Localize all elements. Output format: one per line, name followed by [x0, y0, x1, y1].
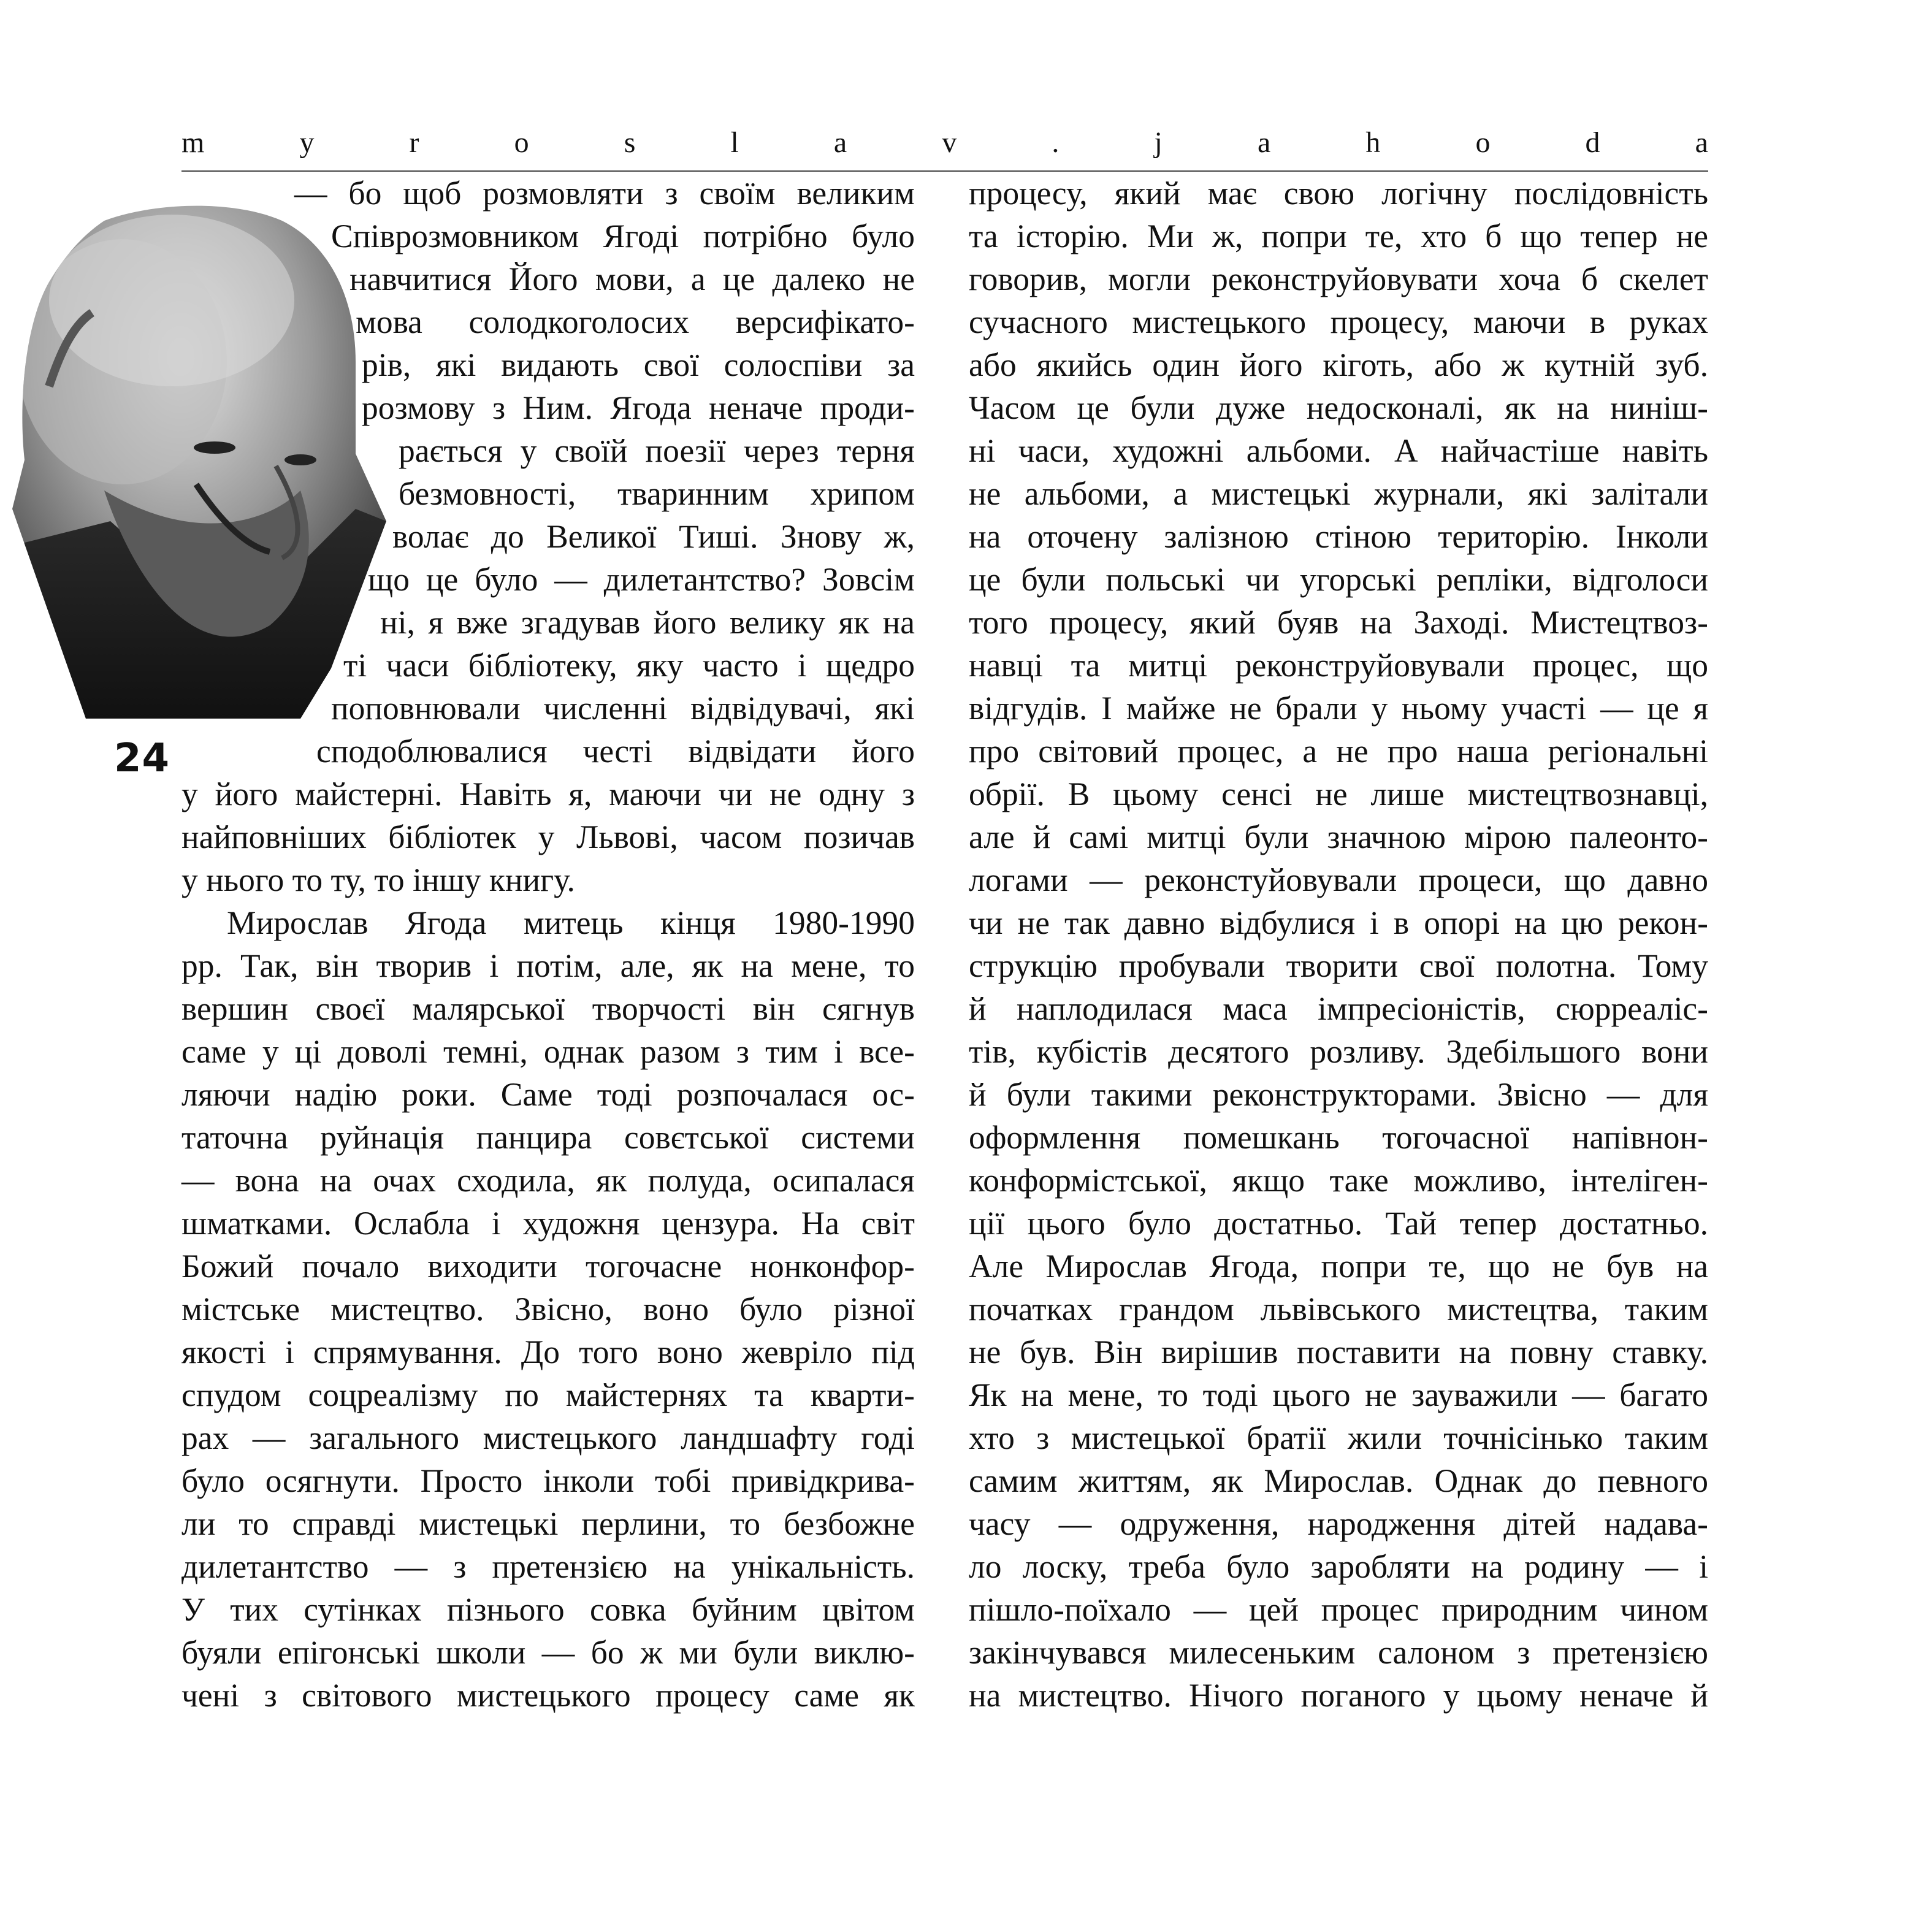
body-text-line: — бо щоб розмовляти з своїм великим: [294, 175, 915, 212]
body-text-line: ті часи бібліотеку, яку часто і щедро: [343, 647, 915, 684]
body-text-line: що це було — дилетантство? Зовсім: [368, 561, 915, 598]
running-head-letter: d: [1585, 126, 1600, 159]
body-text-line: найповніших бібліотек у Львові, часом позичав: [181, 819, 915, 855]
body-text-line: сучасного мистецького процесу, маючи в руках: [969, 304, 1708, 340]
body-text-line: містське мистецтво. Звісно, воно було різної: [181, 1291, 915, 1327]
body-text-line: сподоблювалися честі відвідати його: [316, 733, 915, 769]
body-text-line: саме у ці доволі темні, однак разом з тим і все-: [181, 1033, 915, 1070]
body-text-line: спудом соцреалізму по майстернях та кварти-: [181, 1376, 915, 1413]
running-head-letter: s: [624, 126, 636, 159]
body-text-line: Як на мене, то тоді цього не зауважили — багато: [969, 1376, 1708, 1413]
body-text-line: обрії. В цьому сенсі не лише мистецтвознавці,: [969, 776, 1708, 812]
running-head-letter: o: [514, 126, 529, 159]
body-text-line: ції цього було достатньо. Тай тепер достатньо.: [969, 1205, 1708, 1242]
running-head-letter: r: [409, 126, 419, 159]
body-text-line: ляючи надію роки. Саме тоді розпочалася ос-: [181, 1076, 915, 1113]
body-text-line: самим життям, як Мирослав. Однак до певного: [969, 1462, 1708, 1499]
body-text-line: закінчувався милесеньким салоном з претензією: [969, 1634, 1708, 1671]
body-text-line: ні, я вже згадував його велику як на: [380, 604, 915, 641]
body-text-line: оформлення помешкань тогочасної напівнон-: [969, 1119, 1708, 1156]
body-text-line: — вона на очах сходила, як полуда, осипалася: [181, 1162, 915, 1199]
running-head-letter: y: [299, 126, 315, 159]
body-text-line: Часом це були дуже недосконалі, як на нинiш-: [969, 389, 1708, 426]
running-head-letter: j: [1154, 126, 1163, 159]
body-text-line: конформістської, якщо таке можливо, інтеліген-: [969, 1162, 1708, 1199]
paragraph-first-line: Мирослав Ягода митець кінця 1980-1990: [227, 904, 915, 941]
body-text-line: ли то справді мистецькі перлини, то безбожне: [181, 1505, 915, 1542]
body-text-line: того процесу, який буяв на Заході. Мистецтвоз-: [969, 604, 1708, 641]
body-text-line: рів, які видають свої солоспіви за: [362, 346, 915, 383]
body-text-line: не альбоми, а мистецькі журнали, які залітали: [969, 475, 1708, 512]
body-text-line: на оточену залізною стіною територію. Інколи: [969, 518, 1708, 555]
body-text-line: таточна руйнація панцира совєтської системи: [181, 1119, 915, 1156]
running-head-letter: l: [730, 126, 739, 159]
body-text-line: безмовності, тваринним хрипом: [399, 475, 915, 512]
body-text-line: У тих сутінках пізнього совка буйним цвітом: [181, 1591, 915, 1628]
body-text-line: навці та митці реконструйовували процес, що: [969, 647, 1708, 684]
body-text-line: у його майстерні. Навіть я, маючи чи не одну з: [181, 776, 915, 812]
body-text-line: початках грандом львівського мистецтва, таким: [969, 1291, 1708, 1327]
body-text-line: рах — загального мистецького ландшафту годі: [181, 1419, 915, 1456]
body-text-line: Божий почало виходити тогочасне нонконфор-: [181, 1248, 915, 1285]
body-text-line: хто з мистецької братії жили точнісінько таким: [969, 1419, 1708, 1456]
body-text-line: дилетантство — з претензією на унікальність.: [181, 1548, 915, 1585]
body-text-line: мова солодкоголосих версифікато-: [356, 304, 915, 340]
page-number: 24: [114, 736, 170, 781]
body-text-line: якості і спрямування. До того воно жеврiло під: [181, 1334, 915, 1370]
running-head-letter: o: [1475, 126, 1491, 159]
body-text-line: логами — реконстуйовували процеси, що давно: [969, 861, 1708, 898]
body-text-line: чи не так давно відбулися і в опорі на цю рекон-: [969, 904, 1708, 941]
body-text-line: у нього то ту, то іншу книгу.: [181, 861, 575, 898]
body-text-line: про світовий процес, а не про наша регіональні: [969, 733, 1708, 769]
running-head: [181, 123, 1708, 159]
body-text-line: Співрозмовником Ягоді потрібно було: [331, 218, 915, 254]
body-text-line: рр. Так, він творив і потім, але, як на мене, то: [181, 947, 915, 984]
body-text-line: рається у своїй поезії через терня: [399, 432, 915, 469]
body-text-line: але й самі митці були значною мірою палеонто-: [969, 819, 1708, 855]
body-text-line: Але Мирослав Ягода, попри те, що не був на: [969, 1248, 1708, 1285]
body-text-line: або якийсь один його кіготь, або ж кутній зуб.: [969, 346, 1708, 383]
body-text-line: розмову з Ним. Ягода неначе проди-: [362, 389, 915, 426]
body-text-line: вершин своєї малярської творчості він сягнув: [181, 990, 915, 1027]
body-text-line: відгудів. І майже не брали у ньому участі — це я: [969, 690, 1708, 727]
body-text-line: буяли епігонські школи — бо ж ми були виклю-: [181, 1634, 915, 1671]
running-head-letter: .: [1052, 126, 1060, 159]
running-head-letter: a: [833, 126, 847, 159]
running-head-letter: a: [1695, 126, 1708, 159]
running-head-letter: v: [942, 126, 957, 159]
body-text-line: часу — одруження, народження дітей надава-: [969, 1505, 1708, 1542]
body-text-line: поповнювали численні відвідувачі, які: [331, 690, 915, 727]
body-text-line: пішло-поїхало — цей процес природним чином: [969, 1591, 1708, 1628]
body-text-line: говорив, могли реконструйовувати хоча б скелет: [969, 261, 1708, 297]
body-text-line: й наплодилася маса імпресіоністів, сюрреаліс-: [969, 990, 1708, 1027]
body-text-line: та історію. Ми ж, попри те, хто б що тепер не: [969, 218, 1708, 254]
body-text-line: процесу, який має свою логічну послідовність: [969, 175, 1708, 212]
body-text-line: шматками. Ослабла і художня цензура. На світ: [181, 1205, 915, 1242]
body-text-line: волає до Великої Тиші. Знову ж,: [392, 518, 915, 555]
body-text-line: ні часи, художні альбоми. А найчастіше навіть: [969, 432, 1708, 469]
body-text-line: навчитися Його мови, а це далеко не: [349, 261, 915, 297]
body-text-line: й були такими реконструкторами. Звісно — для: [969, 1076, 1708, 1113]
body-text-line: на мистецтво. Нічого поганого у цьому неначе й: [969, 1677, 1708, 1714]
running-head-letter: m: [181, 126, 205, 159]
body-text-line: тів, кубістів десятого розливу. Здебільшого вони: [969, 1033, 1708, 1070]
body-text-line: ло лоску, треба було заробляти на родину — і: [969, 1548, 1708, 1585]
body-text-line: не був. Він вирішив поставити на повну ставку.: [969, 1334, 1708, 1370]
running-head-letter: h: [1365, 126, 1381, 159]
running-head-letter: a: [1257, 126, 1271, 159]
portrait-photo: [12, 202, 386, 719]
body-text-line: це були польські чи угорські репліки, відголоси: [969, 561, 1708, 598]
body-text-line: чені з світового мистецького процесу саме як: [181, 1677, 915, 1714]
body-text-line: струкцію пробували творити свої полотна. Тому: [969, 947, 1708, 984]
body-text-line: було осягнути. Просто інколи тобі привідкрива-: [181, 1462, 915, 1499]
